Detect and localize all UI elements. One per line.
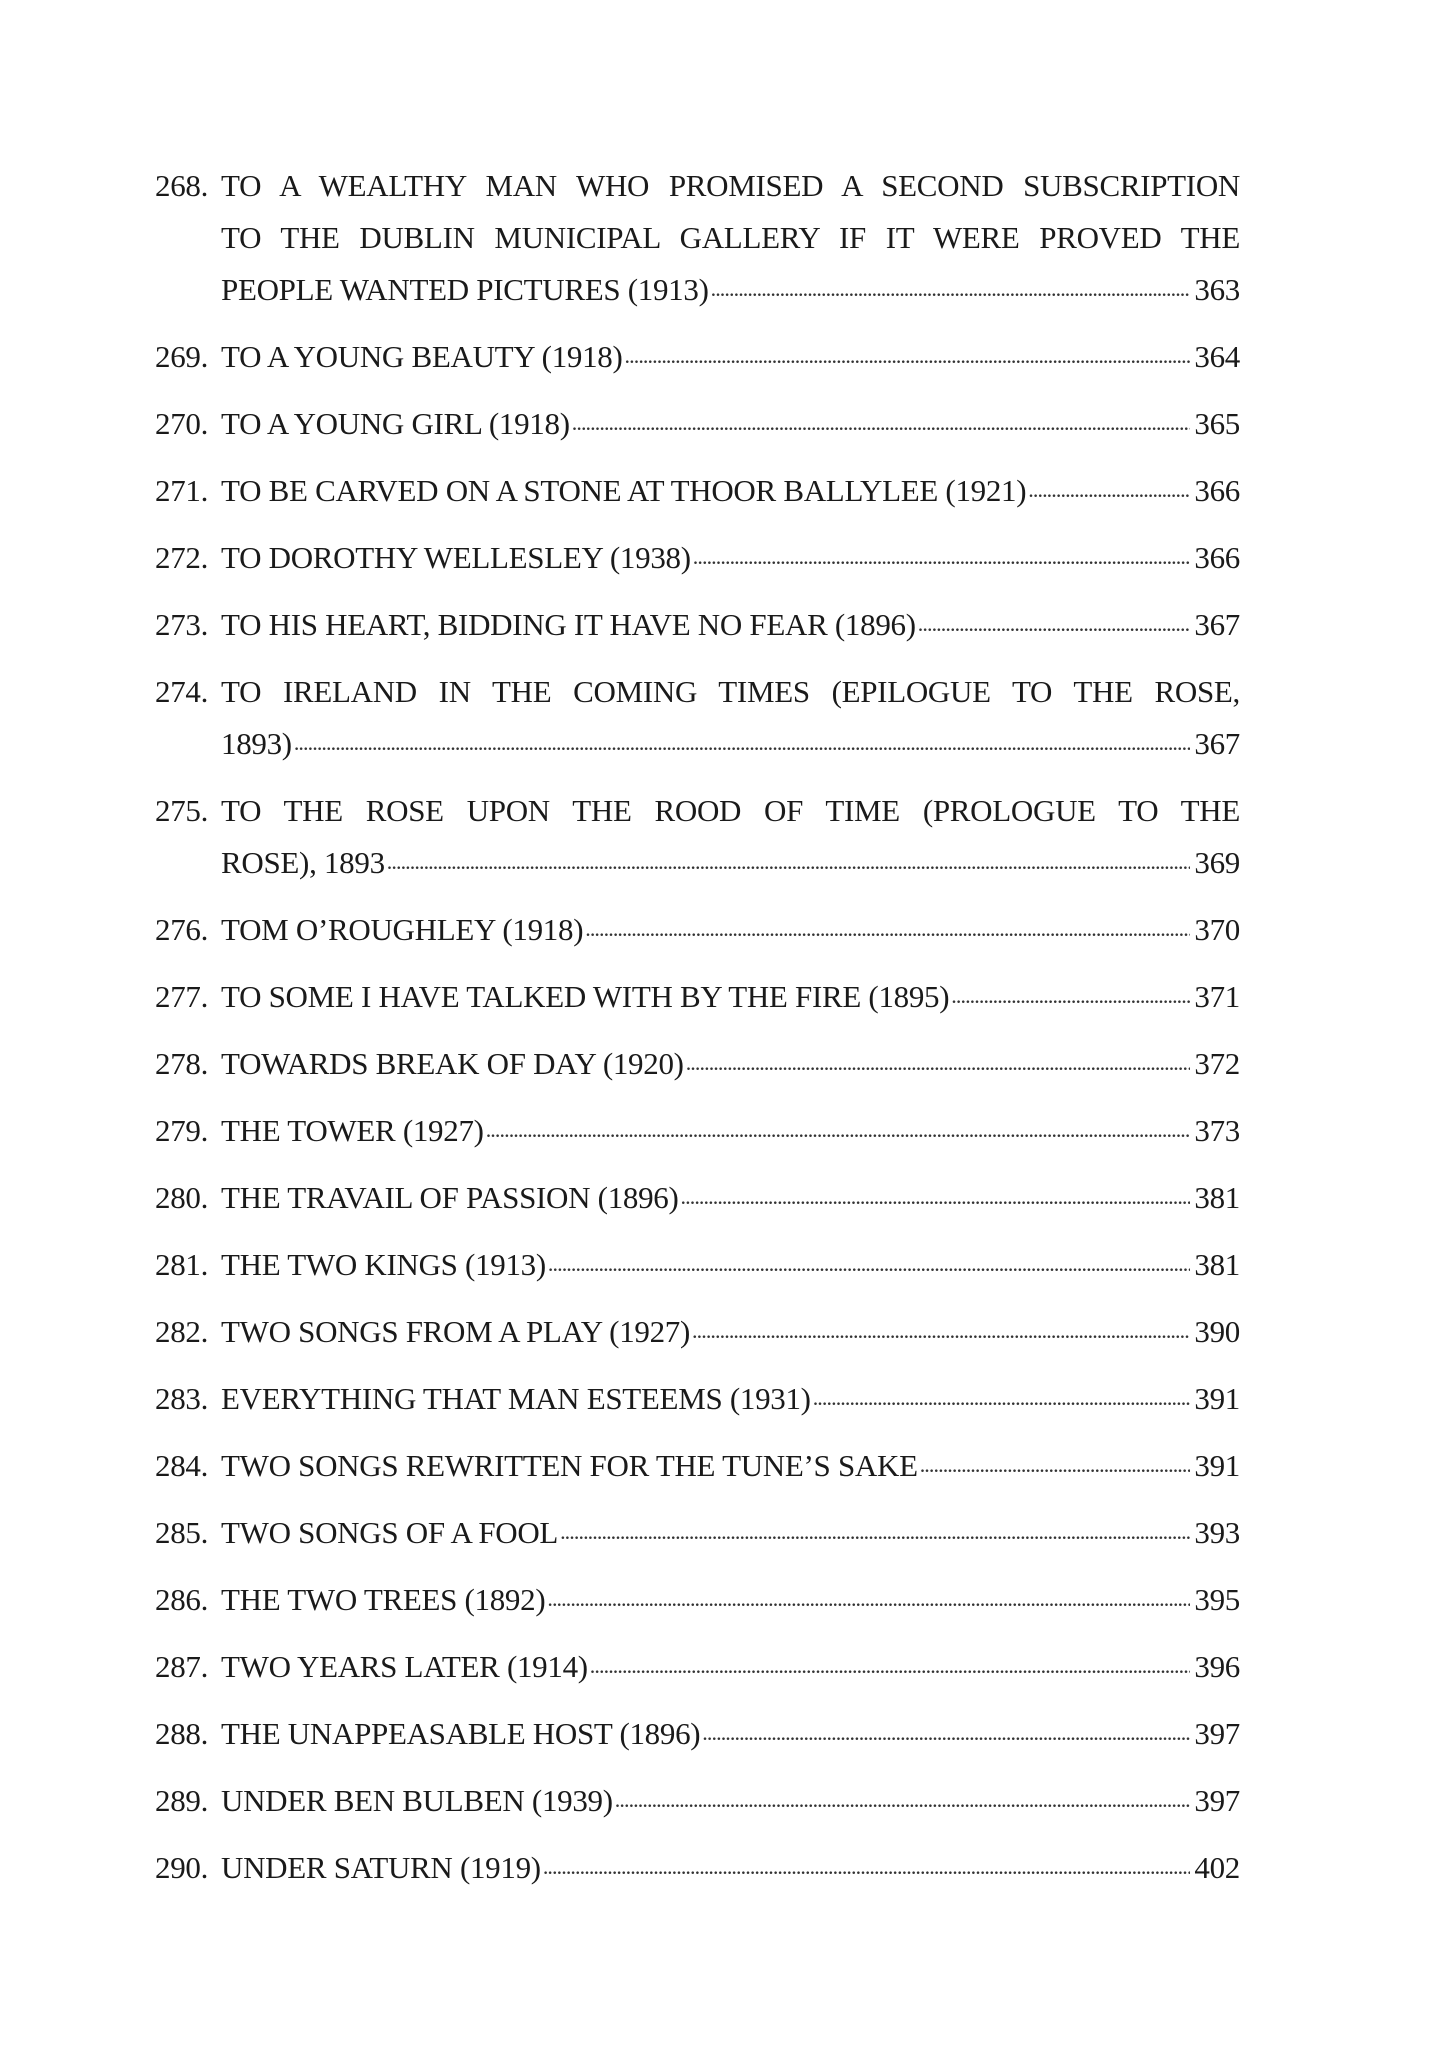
dot-leader	[615, 1780, 1191, 1811]
dot-leader	[686, 1043, 1191, 1074]
entry-title: THE UNAPPEASABLE HOST (1896)	[221, 1716, 701, 1751]
entry-number: 285.	[155, 1515, 209, 1550]
entry-page-number: 372	[1194, 1046, 1240, 1081]
entry-title: 1893)	[221, 726, 292, 761]
entry-number: 274.	[155, 674, 209, 709]
toc-entry[interactable]	[155, 1842, 1240, 1894]
entry-title: TOM O’ROUGHLEY (1918)	[221, 912, 584, 947]
entry-title: TOWARDS BREAK OF DAY (1920)	[221, 1046, 684, 1081]
toc-entry[interactable]	[155, 1172, 1240, 1224]
entry-title: TWO SONGS OF A FOOL	[221, 1515, 559, 1550]
entry-title-line: TO THE ROSE UPON THE ROOD OF TIME (PROLOGUE TO THE	[221, 793, 1240, 828]
entry-page-number: 367	[1194, 607, 1240, 642]
entry-title: EVERYTHING THAT MAN ESTEEMS (1931)	[221, 1381, 811, 1416]
entry-number: 272.	[155, 540, 209, 575]
entry-number: 276.	[155, 912, 209, 947]
entry-title: TO SOME I HAVE TALKED WITH BY THE FIRE (1895)	[221, 979, 950, 1014]
toc-entry[interactable]	[155, 532, 1240, 584]
toc-entry[interactable]	[155, 1641, 1240, 1693]
dot-leader	[918, 604, 1191, 635]
dot-leader	[702, 1713, 1190, 1744]
toc-entry[interactable]	[155, 1507, 1240, 1559]
entry-page-number: 369	[1194, 845, 1240, 880]
dot-leader	[486, 1110, 1191, 1141]
entry-title: UNDER SATURN (1919)	[221, 1850, 541, 1885]
toc-entry[interactable]	[155, 1574, 1240, 1626]
entry-title: TO BE CARVED ON A STONE AT THOOR BALLYLEE (1921)	[221, 473, 1027, 508]
entry-number: 271.	[155, 473, 209, 508]
dot-leader	[585, 909, 1190, 940]
dot-leader	[294, 723, 1191, 754]
dot-leader	[813, 1378, 1191, 1409]
entry-number: 282.	[155, 1314, 209, 1349]
toc-entry[interactable]	[155, 1239, 1240, 1291]
entry-page-number: 391	[1194, 1448, 1240, 1483]
entry-page-number: 365	[1194, 406, 1240, 441]
toc-entry[interactable]	[155, 666, 1240, 770]
entry-page-number: 391	[1194, 1381, 1240, 1416]
toc-entry[interactable]	[155, 1306, 1240, 1358]
dot-leader	[547, 1579, 1190, 1610]
table-of-contents	[155, 160, 1240, 1909]
entry-number: 269.	[155, 339, 209, 374]
entry-title: TWO YEARS LATER (1914)	[221, 1649, 588, 1684]
entry-title: PEOPLE WANTED PICTURES (1913)	[221, 272, 709, 307]
entry-number: 277.	[155, 979, 209, 1014]
toc-entry[interactable]	[155, 160, 1240, 316]
entry-title: THE TWO TREES (1892)	[221, 1582, 546, 1617]
entry-page-number: 395	[1194, 1582, 1240, 1617]
dot-leader	[711, 269, 1191, 300]
entry-number: 280.	[155, 1180, 209, 1215]
dot-leader	[590, 1646, 1191, 1677]
entry-page-number: 370	[1194, 912, 1240, 947]
entry-page-number: 397	[1194, 1783, 1240, 1818]
entry-number: 289.	[155, 1783, 209, 1818]
entry-page-number: 397	[1194, 1716, 1240, 1751]
entry-page-number: 371	[1194, 979, 1240, 1014]
entry-number: 273.	[155, 607, 209, 642]
entry-number: 281.	[155, 1247, 209, 1282]
entry-title: TWO SONGS REWRITTEN FOR THE TUNE’S SAKE	[221, 1448, 918, 1483]
dot-leader	[387, 842, 1191, 873]
entry-title: UNDER BEN BULBEN (1939)	[221, 1783, 613, 1818]
dot-leader	[1028, 470, 1190, 501]
entry-number: 290.	[155, 1850, 209, 1885]
entry-number: 287.	[155, 1649, 209, 1684]
entry-page-number: 364	[1194, 339, 1240, 374]
dot-leader	[920, 1445, 1191, 1476]
entry-number: 284.	[155, 1448, 209, 1483]
dot-leader	[692, 1311, 1190, 1342]
toc-entry[interactable]	[155, 465, 1240, 517]
toc-entry[interactable]	[155, 1105, 1240, 1157]
dot-leader	[548, 1244, 1190, 1275]
dot-leader	[625, 336, 1191, 367]
toc-entry[interactable]	[155, 904, 1240, 956]
entry-page-number: 367	[1194, 726, 1240, 761]
entry-page-number: 366	[1194, 473, 1240, 508]
entry-title: TO A YOUNG BEAUTY (1918)	[221, 339, 623, 374]
toc-entry[interactable]	[155, 1775, 1240, 1827]
entry-title: THE TWO KINGS (1913)	[221, 1247, 546, 1282]
entry-number: 283.	[155, 1381, 209, 1416]
toc-entry[interactable]	[155, 971, 1240, 1023]
entry-title: THE TOWER (1927)	[221, 1113, 484, 1148]
toc-entry[interactable]	[155, 1440, 1240, 1492]
dot-leader	[572, 403, 1191, 434]
entry-title: THE TRAVAIL OF PASSION (1896)	[221, 1180, 679, 1215]
entry-page-number: 363	[1194, 272, 1240, 307]
entry-title-line: TO A WEALTHY MAN WHO PROMISED A SECOND SUBSCRIPTION	[221, 168, 1240, 203]
toc-entry[interactable]	[155, 398, 1240, 450]
entry-title: TO HIS HEART, BIDDING IT HAVE NO FEAR (1896)	[221, 607, 916, 642]
dot-leader	[693, 537, 1191, 568]
entry-title: TO A YOUNG GIRL (1918)	[221, 406, 570, 441]
entry-title: TWO SONGS FROM A PLAY (1927)	[221, 1314, 691, 1349]
entry-page-number: 381	[1194, 1247, 1240, 1282]
dot-leader	[543, 1847, 1191, 1878]
entry-number: 275.	[155, 793, 209, 828]
entry-page-number: 373	[1194, 1113, 1240, 1148]
entry-page-number: 381	[1194, 1180, 1240, 1215]
dot-leader	[560, 1512, 1190, 1543]
entry-title-line: TO IRELAND IN THE COMING TIMES (EPILOGUE TO THE ROSE,	[221, 674, 1240, 709]
toc-entry[interactable]	[155, 785, 1240, 889]
entry-page-number: 402	[1194, 1850, 1240, 1885]
entry-title: ROSE), 1893	[221, 845, 385, 880]
entry-number: 268.	[155, 168, 209, 203]
toc-entry[interactable]	[155, 1708, 1240, 1760]
toc-entry[interactable]	[155, 1038, 1240, 1090]
entry-title: TO DOROTHY WELLESLEY (1938)	[221, 540, 691, 575]
toc-entry[interactable]	[155, 599, 1240, 651]
entry-page-number: 390	[1194, 1314, 1240, 1349]
toc-entry[interactable]	[155, 331, 1240, 383]
entry-title-line: TO THE DUBLIN MUNICIPAL GALLERY IF IT WERE PROVED THE	[221, 220, 1240, 255]
entry-number: 286.	[155, 1582, 209, 1617]
entry-page-number: 396	[1194, 1649, 1240, 1684]
toc-entry[interactable]	[155, 1373, 1240, 1425]
dot-leader	[951, 976, 1190, 1007]
entry-page-number: 393	[1194, 1515, 1240, 1550]
dot-leader	[681, 1177, 1191, 1208]
entry-page-number: 366	[1194, 540, 1240, 575]
entry-number: 278.	[155, 1046, 209, 1081]
entry-number: 288.	[155, 1716, 209, 1751]
entry-number: 279.	[155, 1113, 209, 1148]
entry-number: 270.	[155, 406, 209, 441]
